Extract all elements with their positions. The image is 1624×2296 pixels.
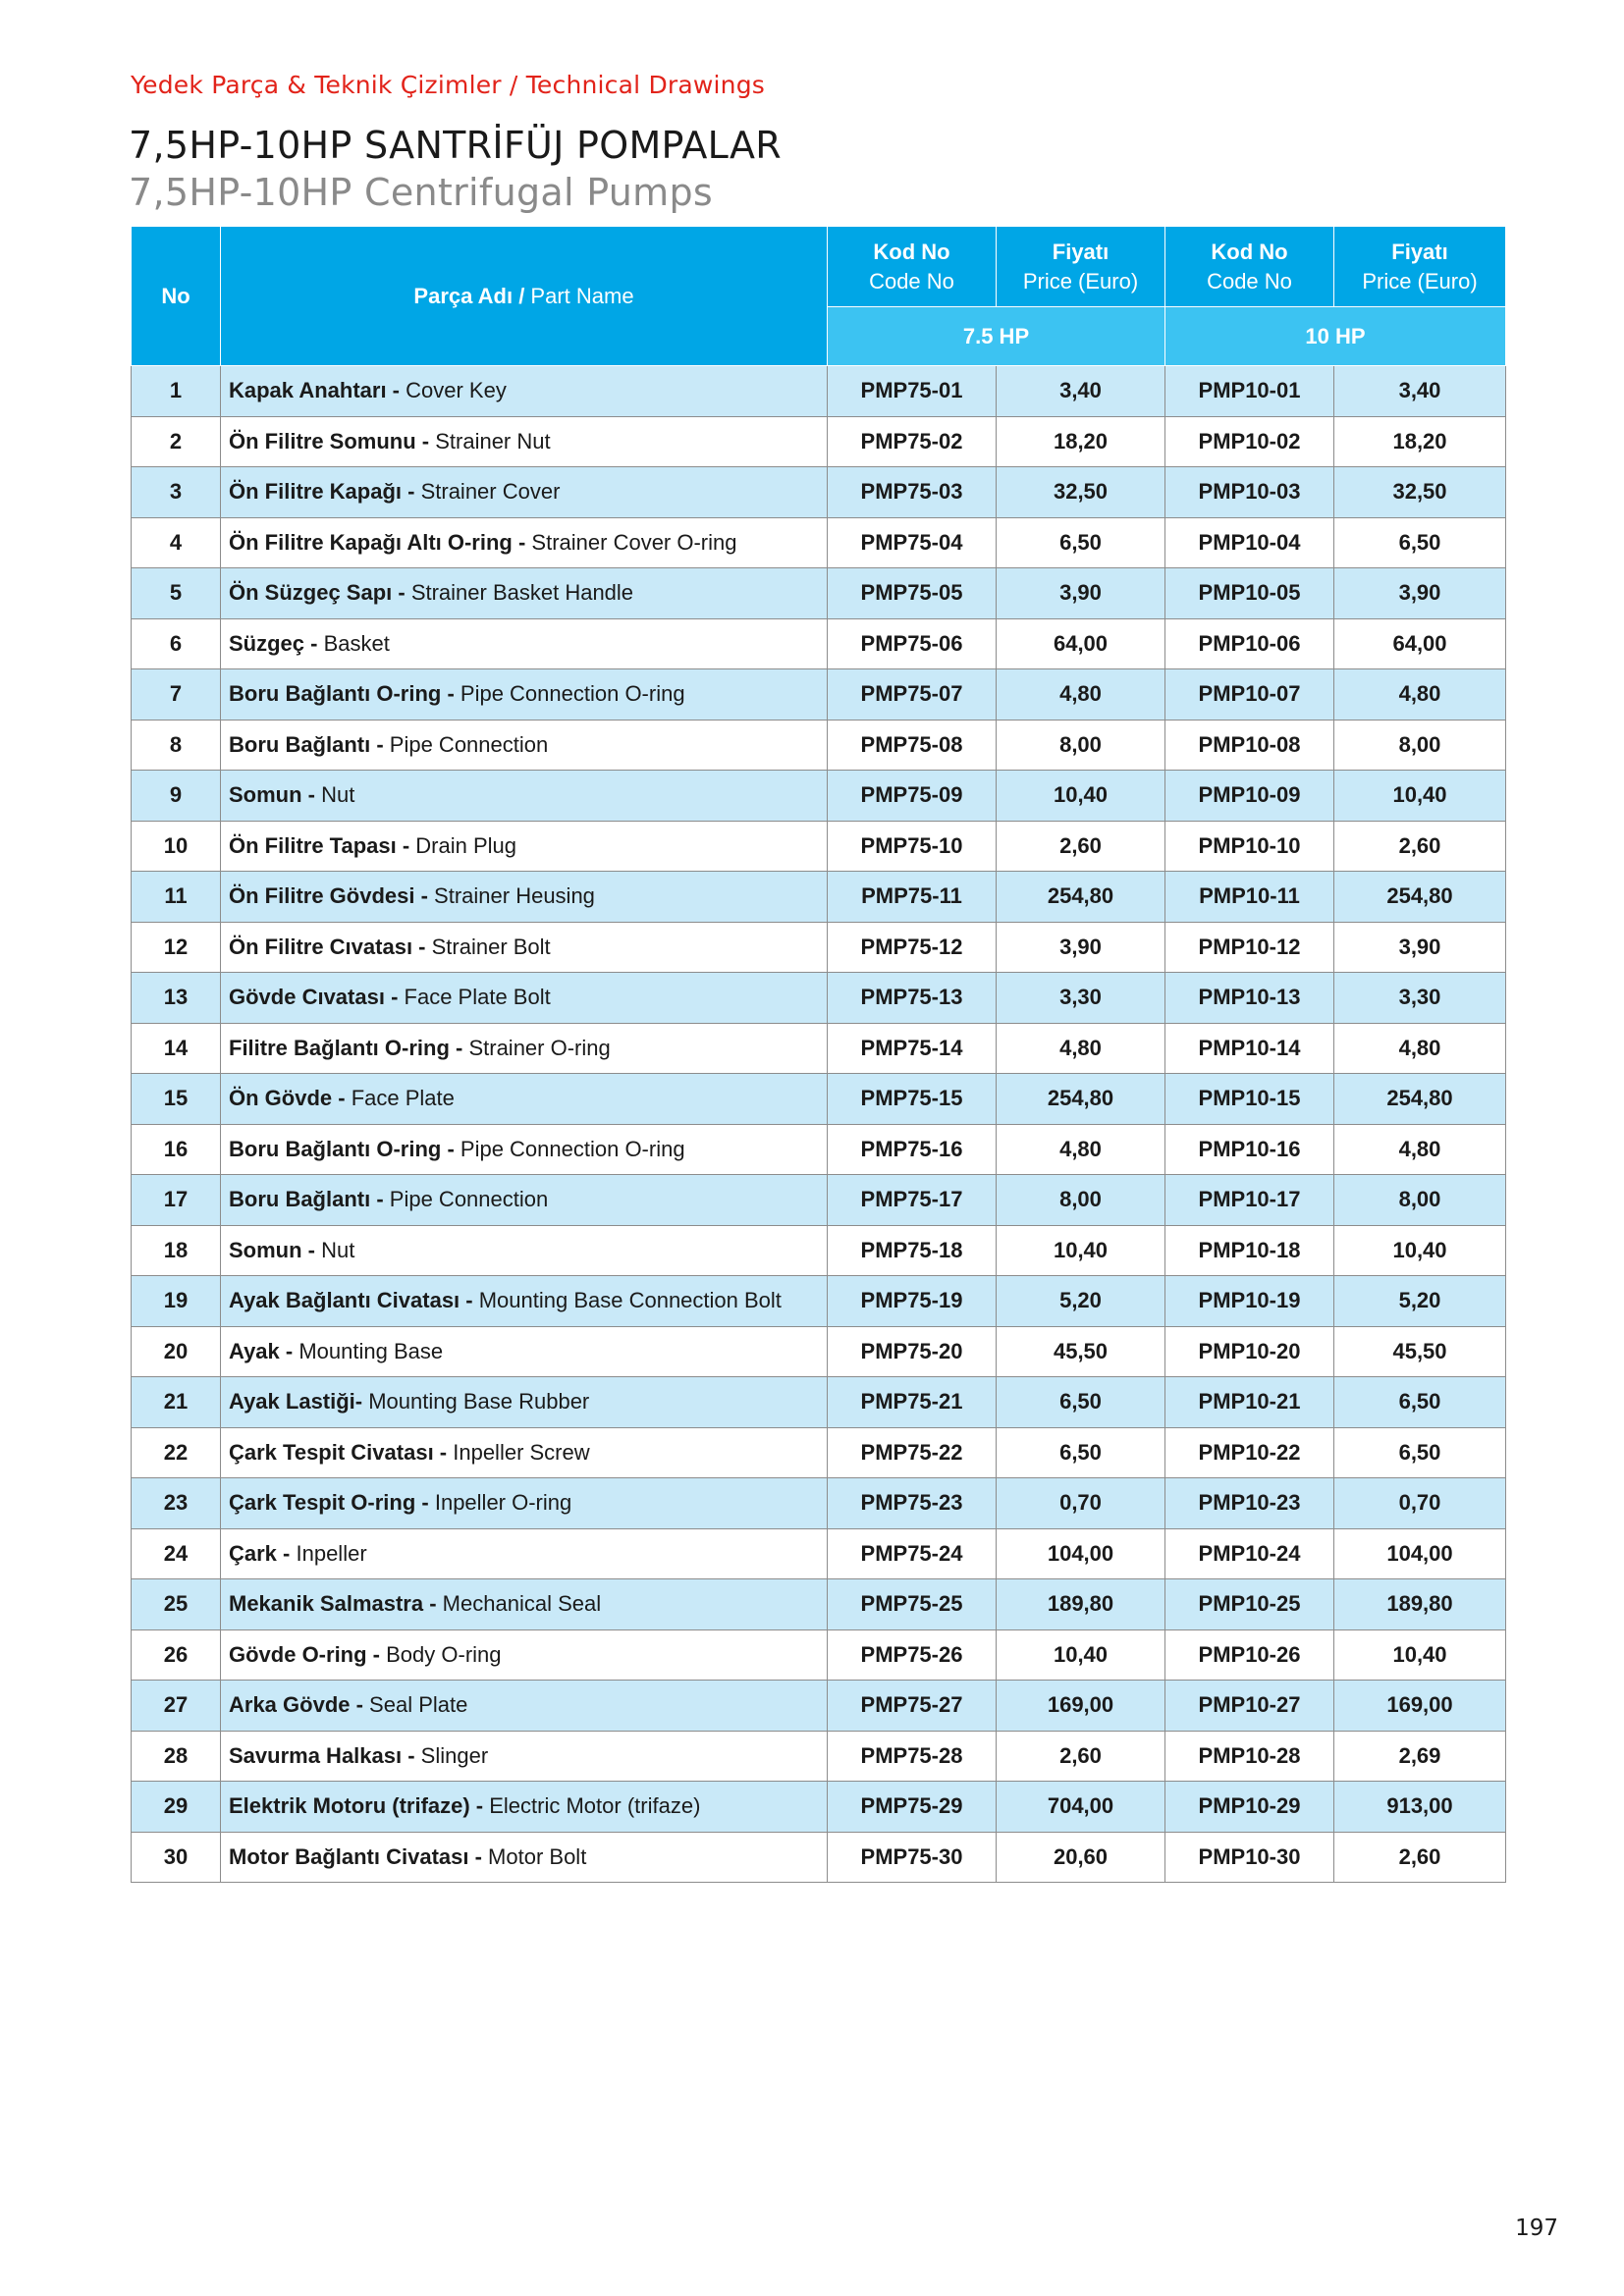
code-7-5-hp: PMP75-03 [828, 467, 997, 518]
code-10-hp: PMP10-08 [1165, 720, 1334, 771]
price-7-5-hp: 189,80 [997, 1579, 1165, 1630]
part-name-tr: Ön Filitre Gövdesi - [229, 883, 435, 909]
breadcrumb: Yedek Parça & Teknik Çizimler / Technical Drawings [131, 71, 766, 99]
part-name-cell [221, 821, 828, 872]
table-row [132, 1579, 1506, 1630]
code-7-5-hp: PMP75-04 [828, 517, 997, 568]
price-10-hp: 8,00 [1334, 720, 1506, 771]
part-name-cell [221, 618, 828, 669]
column-header-no: No [132, 227, 221, 366]
part-name-en: Strainer Cover [420, 479, 561, 505]
price-10-hp: 2,69 [1334, 1731, 1506, 1782]
code-7-5-hp: PMP75-24 [828, 1528, 997, 1579]
code-10-hp: PMP10-03 [1165, 467, 1334, 518]
price-7-5-hp: 5,20 [997, 1276, 1165, 1327]
table-row [132, 1023, 1506, 1074]
part-name-en: Nut [321, 782, 355, 808]
price-7-5-hp: 18,20 [997, 416, 1165, 467]
part-name-en: Strainer Bolt [431, 934, 551, 959]
part-name-cell [221, 1023, 828, 1074]
part-name-en: Body O-ring [386, 1641, 502, 1667]
price-7-5-hp: 4,80 [997, 1023, 1165, 1074]
part-name-en: Basket [323, 630, 390, 656]
code-7-5-hp: PMP75-25 [828, 1579, 997, 1630]
column-header-code-en: Code No [869, 268, 954, 294]
code-7-5-hp: PMP75-19 [828, 1276, 997, 1327]
price-10-hp: 10,40 [1334, 1225, 1506, 1276]
column-header-price-10 [1334, 227, 1506, 307]
code-10-hp: PMP10-13 [1165, 973, 1334, 1024]
code-7-5-hp: PMP75-15 [828, 1074, 997, 1125]
code-10-hp: PMP10-05 [1165, 568, 1334, 619]
price-10-hp: 3,40 [1334, 366, 1506, 417]
price-10-hp: 4,80 [1334, 669, 1506, 721]
part-name-en: Mechanical Seal [442, 1591, 602, 1617]
row-number: 7 [132, 669, 221, 721]
price-10-hp: 6,50 [1334, 517, 1506, 568]
table-row [132, 1175, 1506, 1226]
row-number: 8 [132, 720, 221, 771]
part-name-tr: Gövde Cıvatası - [229, 985, 405, 1010]
code-10-hp: PMP10-17 [1165, 1175, 1334, 1226]
row-number: 3 [132, 467, 221, 518]
price-7-5-hp: 6,50 [997, 1377, 1165, 1428]
part-name-tr: Ayak Bağlantı Civatası - [229, 1288, 479, 1313]
column-header-price-tr: Fiyatı [1391, 239, 1448, 264]
code-7-5-hp: PMP75-27 [828, 1681, 997, 1732]
part-name-en: Mounting Base [298, 1338, 444, 1363]
part-name-tr: Boru Bağlantı O-ring - [229, 681, 460, 707]
part-name-cell [221, 720, 828, 771]
code-7-5-hp: PMP75-12 [828, 922, 997, 973]
table-row [132, 1782, 1506, 1833]
code-7-5-hp: PMP75-28 [828, 1731, 997, 1782]
part-name-tr: Ayak - [229, 1338, 299, 1363]
table-header [132, 227, 1506, 366]
part-name-tr: Ön Süzgeç Sapı - [229, 580, 411, 606]
part-name-en: Inpeller Screw [453, 1439, 590, 1465]
price-10-hp: 5,20 [1334, 1276, 1506, 1327]
part-name-tr: Motor Bağlantı Civatası - [229, 1843, 489, 1869]
column-header-price-tr: Fiyatı [1052, 239, 1110, 264]
part-name-cell [221, 517, 828, 568]
code-7-5-hp: PMP75-21 [828, 1377, 997, 1428]
part-name-tr: Çark Tespit O-ring - [229, 1490, 435, 1516]
code-7-5-hp: PMP75-11 [828, 872, 997, 923]
code-7-5-hp: PMP75-06 [828, 618, 997, 669]
price-10-hp: 6,50 [1334, 1427, 1506, 1478]
price-10-hp: 4,80 [1334, 1124, 1506, 1175]
group-header-10-hp: 10 HP [1165, 307, 1506, 366]
part-name-cell [221, 1832, 828, 1883]
part-name-tr: Süzgeç - [229, 630, 324, 656]
column-header-code-tr: Kod No [873, 239, 950, 264]
row-number: 1 [132, 366, 221, 417]
row-number: 19 [132, 1276, 221, 1327]
column-header-code-75 [828, 227, 997, 307]
column-header-price-75 [997, 227, 1165, 307]
part-name-en: Pipe Connection O-ring [460, 681, 685, 707]
part-name-en: Face Plate Bolt [404, 985, 551, 1010]
table-row [132, 1427, 1506, 1478]
price-10-hp: 45,50 [1334, 1326, 1506, 1377]
code-7-5-hp: PMP75-05 [828, 568, 997, 619]
table-row [132, 618, 1506, 669]
table-row [132, 720, 1506, 771]
column-header-code-en: Code No [1207, 268, 1292, 294]
table-row [132, 1124, 1506, 1175]
part-name-cell [221, 1074, 828, 1125]
code-10-hp: PMP10-04 [1165, 517, 1334, 568]
part-name-en: Seal Plate [369, 1692, 468, 1718]
part-name-cell [221, 1276, 828, 1327]
code-10-hp: PMP10-23 [1165, 1478, 1334, 1529]
code-10-hp: PMP10-06 [1165, 618, 1334, 669]
price-10-hp: 32,50 [1334, 467, 1506, 518]
part-name-tr: Savurma Halkası - [229, 1742, 421, 1768]
price-7-5-hp: 10,40 [997, 771, 1165, 822]
part-name-cell [221, 1528, 828, 1579]
parts-price-table [131, 226, 1506, 1883]
table-row [132, 669, 1506, 721]
price-7-5-hp: 10,40 [997, 1225, 1165, 1276]
row-number: 4 [132, 517, 221, 568]
price-7-5-hp: 6,50 [997, 1427, 1165, 1478]
row-number: 20 [132, 1326, 221, 1377]
table-row [132, 973, 1506, 1024]
part-name-tr: Boru Bağlantı - [229, 731, 390, 757]
part-name-cell [221, 1731, 828, 1782]
code-10-hp: PMP10-20 [1165, 1326, 1334, 1377]
part-name-cell [221, 416, 828, 467]
price-7-5-hp: 4,80 [997, 1124, 1165, 1175]
part-name-cell [221, 669, 828, 721]
table-row [132, 1276, 1506, 1327]
part-name-tr: Ön Filitre Somunu - [229, 428, 436, 454]
price-7-5-hp: 254,80 [997, 1074, 1165, 1125]
price-7-5-hp: 4,80 [997, 669, 1165, 721]
table-row [132, 366, 1506, 417]
code-10-hp: PMP10-22 [1165, 1427, 1334, 1478]
price-7-5-hp: 0,70 [997, 1478, 1165, 1529]
part-name-tr: Arka Gövde - [229, 1692, 370, 1718]
row-number: 2 [132, 416, 221, 467]
price-7-5-hp: 3,90 [997, 568, 1165, 619]
row-number: 15 [132, 1074, 221, 1125]
part-name-tr: Çark Tespit Civatası - [229, 1439, 454, 1465]
part-name-cell [221, 1124, 828, 1175]
column-header-part-name-tr: Parça Adı / [413, 283, 525, 308]
table-row [132, 872, 1506, 923]
code-10-hp: PMP10-19 [1165, 1276, 1334, 1327]
code-10-hp: PMP10-15 [1165, 1074, 1334, 1125]
part-name-tr: Ön Filitre Tapası - [229, 832, 416, 858]
code-7-5-hp: PMP75-23 [828, 1478, 997, 1529]
table-row [132, 821, 1506, 872]
row-number: 18 [132, 1225, 221, 1276]
row-number: 14 [132, 1023, 221, 1074]
price-10-hp: 3,90 [1334, 922, 1506, 973]
code-10-hp: PMP10-10 [1165, 821, 1334, 872]
row-number: 12 [132, 922, 221, 973]
code-7-5-hp: PMP75-17 [828, 1175, 997, 1226]
part-name-cell [221, 568, 828, 619]
code-10-hp: PMP10-07 [1165, 669, 1334, 721]
price-10-hp: 913,00 [1334, 1782, 1506, 1833]
part-name-tr: Gövde O-ring - [229, 1641, 387, 1667]
part-name-cell [221, 1782, 828, 1833]
table-row [132, 1731, 1506, 1782]
part-name-cell [221, 771, 828, 822]
part-name-cell [221, 1478, 828, 1529]
table-row [132, 1074, 1506, 1125]
column-header-part-name-en: Part Name [524, 283, 634, 308]
part-name-cell [221, 1377, 828, 1428]
part-name-en: Inpeller O-ring [434, 1490, 572, 1516]
table-row [132, 771, 1506, 822]
price-10-hp: 64,00 [1334, 618, 1506, 669]
price-10-hp: 189,80 [1334, 1579, 1506, 1630]
code-10-hp: PMP10-01 [1165, 366, 1334, 417]
price-7-5-hp: 2,60 [997, 821, 1165, 872]
row-number: 29 [132, 1782, 221, 1833]
price-10-hp: 169,00 [1334, 1681, 1506, 1732]
price-10-hp: 3,90 [1334, 568, 1506, 619]
table-row [132, 1326, 1506, 1377]
code-10-hp: PMP10-12 [1165, 922, 1334, 973]
part-name-en: Face Plate [351, 1086, 455, 1111]
code-10-hp: PMP10-09 [1165, 771, 1334, 822]
code-10-hp: PMP10-29 [1165, 1782, 1334, 1833]
part-name-cell [221, 922, 828, 973]
part-name-en: Pipe Connection [389, 1187, 549, 1212]
row-number: 30 [132, 1832, 221, 1883]
price-7-5-hp: 8,00 [997, 720, 1165, 771]
part-name-en: Strainer Heusing [434, 883, 595, 909]
code-10-hp: PMP10-21 [1165, 1377, 1334, 1428]
price-10-hp: 6,50 [1334, 1377, 1506, 1428]
code-7-5-hp: PMP75-22 [828, 1427, 997, 1478]
part-name-tr: Çark - [229, 1540, 297, 1566]
table-row [132, 467, 1506, 518]
row-number: 21 [132, 1377, 221, 1428]
row-number: 22 [132, 1427, 221, 1478]
part-name-en: Pipe Connection [389, 731, 549, 757]
table-row [132, 1681, 1506, 1732]
part-name-en: Strainer Basket Handle [410, 580, 634, 606]
table-row [132, 1225, 1506, 1276]
price-7-5-hp: 3,40 [997, 366, 1165, 417]
page-number: 197 [1515, 2216, 1558, 2241]
part-name-tr: Somun - [229, 782, 322, 808]
part-name-en: Drain Plug [415, 832, 517, 858]
price-7-5-hp: 20,60 [997, 1832, 1165, 1883]
price-10-hp: 254,80 [1334, 872, 1506, 923]
table-header-row [132, 227, 1506, 307]
part-name-en: Motor Bolt [488, 1843, 587, 1869]
code-10-hp: PMP10-14 [1165, 1023, 1334, 1074]
part-name-cell [221, 1427, 828, 1478]
row-number: 10 [132, 821, 221, 872]
row-number: 25 [132, 1579, 221, 1630]
price-7-5-hp: 3,90 [997, 922, 1165, 973]
code-7-5-hp: PMP75-10 [828, 821, 997, 872]
part-name-en: Strainer Nut [435, 428, 551, 454]
code-10-hp: PMP10-27 [1165, 1681, 1334, 1732]
part-name-tr: Ön Gövde - [229, 1086, 352, 1111]
price-10-hp: 18,20 [1334, 416, 1506, 467]
part-name-cell [221, 1629, 828, 1681]
part-name-tr: Boru Bağlantı - [229, 1187, 390, 1212]
part-name-tr: Filitre Bağlantı O-ring - [229, 1035, 469, 1060]
row-number: 24 [132, 1528, 221, 1579]
code-7-5-hp: PMP75-07 [828, 669, 997, 721]
code-7-5-hp: PMP75-01 [828, 366, 997, 417]
part-name-cell [221, 1579, 828, 1630]
code-7-5-hp: PMP75-18 [828, 1225, 997, 1276]
code-10-hp: PMP10-02 [1165, 416, 1334, 467]
code-10-hp: PMP10-24 [1165, 1528, 1334, 1579]
column-header-price-en: Price (Euro) [1022, 268, 1139, 294]
price-10-hp: 254,80 [1334, 1074, 1506, 1125]
code-10-hp: PMP10-28 [1165, 1731, 1334, 1782]
part-name-en: Cover Key [406, 378, 507, 403]
price-7-5-hp: 254,80 [997, 872, 1165, 923]
price-10-hp: 10,40 [1334, 1629, 1506, 1681]
row-number: 17 [132, 1175, 221, 1226]
row-number: 27 [132, 1681, 221, 1732]
code-7-5-hp: PMP75-02 [828, 416, 997, 467]
price-10-hp: 8,00 [1334, 1175, 1506, 1226]
code-7-5-hp: PMP75-20 [828, 1326, 997, 1377]
table-row [132, 922, 1506, 973]
price-7-5-hp: 45,50 [997, 1326, 1165, 1377]
table-body [132, 366, 1506, 1883]
part-name-tr: Boru Bağlantı O-ring - [229, 1136, 460, 1161]
table-row [132, 568, 1506, 619]
price-10-hp: 0,70 [1334, 1478, 1506, 1529]
part-name-tr: Elektrik Motoru (trifaze) - [229, 1793, 490, 1819]
code-7-5-hp: PMP75-08 [828, 720, 997, 771]
column-header-price-en: Price (Euro) [1362, 268, 1478, 294]
part-name-tr: Ön Filitre Cıvatası - [229, 934, 432, 959]
part-name-en: Strainer O-ring [468, 1035, 611, 1060]
page-subtitle: 7,5HP-10HP Centrifugal Pumps [129, 171, 713, 214]
price-7-5-hp: 32,50 [997, 467, 1165, 518]
price-10-hp: 10,40 [1334, 771, 1506, 822]
table-row [132, 1832, 1506, 1883]
column-header-part-name [221, 227, 828, 366]
price-10-hp: 4,80 [1334, 1023, 1506, 1074]
row-number: 9 [132, 771, 221, 822]
table-row [132, 1377, 1506, 1428]
part-name-en: Mounting Base Connection Bolt [478, 1288, 782, 1313]
row-number: 11 [132, 872, 221, 923]
code-7-5-hp: PMP75-13 [828, 973, 997, 1024]
code-10-hp: PMP10-11 [1165, 872, 1334, 923]
price-10-hp: 104,00 [1334, 1528, 1506, 1579]
price-7-5-hp: 2,60 [997, 1731, 1165, 1782]
part-name-en: Mounting Base Rubber [368, 1389, 590, 1415]
row-number: 23 [132, 1478, 221, 1529]
row-number: 26 [132, 1629, 221, 1681]
code-7-5-hp: PMP75-26 [828, 1629, 997, 1681]
price-10-hp: 3,30 [1334, 973, 1506, 1024]
page-title: 7,5HP-10HP SANTRİFÜJ POMPALAR [129, 124, 782, 167]
part-name-en: Strainer Cover O-ring [531, 529, 737, 555]
row-number: 13 [132, 973, 221, 1024]
part-name-tr: Ayak Lastiği- [229, 1389, 369, 1415]
row-number: 5 [132, 568, 221, 619]
part-name-cell [221, 467, 828, 518]
code-7-5-hp: PMP75-16 [828, 1124, 997, 1175]
code-7-5-hp: PMP75-29 [828, 1782, 997, 1833]
price-7-5-hp: 3,30 [997, 973, 1165, 1024]
part-name-en: Electric Motor (trifaze) [489, 1793, 701, 1819]
code-10-hp: PMP10-18 [1165, 1225, 1334, 1276]
code-10-hp: PMP10-30 [1165, 1832, 1334, 1883]
part-name-tr: Ön Filitre Kapağı Altı O-ring - [229, 529, 532, 555]
price-7-5-hp: 104,00 [997, 1528, 1165, 1579]
part-name-en: Slinger [420, 1742, 489, 1768]
code-7-5-hp: PMP75-09 [828, 771, 997, 822]
price-7-5-hp: 6,50 [997, 517, 1165, 568]
part-name-cell [221, 1326, 828, 1377]
part-name-tr: Somun - [229, 1237, 322, 1262]
price-7-5-hp: 8,00 [997, 1175, 1165, 1226]
group-header-7-5-hp: 7.5 HP [828, 307, 1165, 366]
row-number: 6 [132, 618, 221, 669]
part-name-en: Inpeller [296, 1540, 367, 1566]
part-name-cell [221, 366, 828, 417]
code-10-hp: PMP10-25 [1165, 1579, 1334, 1630]
price-7-5-hp: 64,00 [997, 618, 1165, 669]
part-name-cell [221, 1175, 828, 1226]
part-name-cell [221, 1225, 828, 1276]
part-name-tr: Kapak Anahtarı - [229, 378, 406, 403]
price-7-5-hp: 704,00 [997, 1782, 1165, 1833]
price-7-5-hp: 10,40 [997, 1629, 1165, 1681]
column-header-code-10 [1165, 227, 1334, 307]
column-header-code-tr: Kod No [1211, 239, 1288, 264]
price-7-5-hp: 169,00 [997, 1681, 1165, 1732]
code-7-5-hp: PMP75-14 [828, 1023, 997, 1074]
code-7-5-hp: PMP75-30 [828, 1832, 997, 1883]
price-10-hp: 2,60 [1334, 1832, 1506, 1883]
part-name-tr: Mekanik Salmastra - [229, 1591, 443, 1617]
price-10-hp: 2,60 [1334, 821, 1506, 872]
table-row [132, 517, 1506, 568]
part-name-cell [221, 1681, 828, 1732]
table-row [132, 1629, 1506, 1681]
code-10-hp: PMP10-16 [1165, 1124, 1334, 1175]
part-name-cell [221, 872, 828, 923]
part-name-en: Nut [321, 1237, 355, 1262]
row-number: 16 [132, 1124, 221, 1175]
part-name-en: Pipe Connection O-ring [460, 1136, 685, 1161]
table-row [132, 416, 1506, 467]
part-name-tr: Ön Filitre Kapağı - [229, 479, 421, 505]
code-10-hp: PMP10-26 [1165, 1629, 1334, 1681]
table-row [132, 1478, 1506, 1529]
row-number: 28 [132, 1731, 221, 1782]
part-name-cell [221, 973, 828, 1024]
table-row [132, 1528, 1506, 1579]
